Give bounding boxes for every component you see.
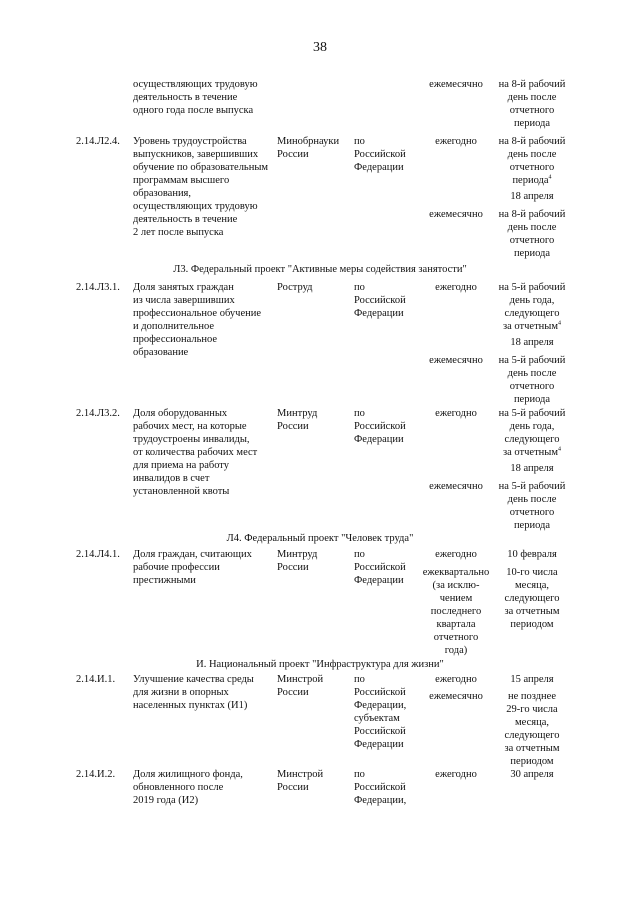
- footnote-mark: 4: [548, 174, 552, 181]
- deadline: день года,: [509, 295, 555, 306]
- deadline: периода: [513, 520, 551, 531]
- deadline: периодом: [510, 756, 554, 767]
- extra-deadline: 18 апреля: [510, 337, 554, 348]
- deadline: за отчетным: [504, 606, 560, 617]
- deadline: на 8-й рабочий: [498, 136, 566, 147]
- responsible: Минтруд: [277, 408, 318, 419]
- indicator-text: Доля занятых граждан: [133, 282, 234, 293]
- deadline: день года,: [509, 421, 555, 432]
- row-code: 2.14.Л2.4.: [76, 136, 120, 147]
- frequency: ежегодно: [435, 674, 477, 685]
- territory: Федерации: [354, 162, 404, 173]
- indicator-text: образование: [133, 347, 189, 358]
- frequency: ежегодно: [435, 282, 477, 293]
- indicator-text: Улучшение качества среды: [133, 674, 254, 685]
- row-code: 2.14.И.1.: [76, 674, 116, 685]
- indicator-text: для жизни в опорных: [133, 687, 229, 698]
- territory: Федерации: [354, 308, 404, 319]
- territory: Федерации: [354, 575, 404, 586]
- deadline: периода: [513, 248, 551, 259]
- indicator-text: деятельность в течение: [133, 214, 238, 225]
- deadline: на 5-й рабочий: [498, 355, 566, 366]
- territory: по: [354, 282, 365, 293]
- frequency: (за исклю-: [432, 580, 480, 591]
- deadline: следующего: [504, 434, 560, 445]
- frequency: чением: [439, 593, 473, 604]
- frequency: ежемесячно: [429, 79, 483, 90]
- deadline: периода: [512, 175, 549, 186]
- deadline: следующего: [504, 730, 560, 741]
- territory: Российской: [354, 562, 406, 573]
- deadline: за отчетным: [503, 447, 558, 458]
- extra-deadline: 18 апреля: [510, 463, 554, 474]
- indicator-text: рабочих мест, на которые: [133, 421, 247, 432]
- indicator-text: обучение по образовательным: [133, 162, 269, 173]
- row-code: 2.14.И.2.: [76, 769, 116, 780]
- frequency: ежегодно: [435, 136, 477, 147]
- territory: Российской: [354, 421, 406, 432]
- indicator-text: образования,: [133, 188, 192, 199]
- deadline: периода: [513, 118, 551, 129]
- indicator-text: и дополнительное: [133, 321, 214, 332]
- footnote-mark: 4: [557, 446, 561, 453]
- deadline: [492, 446, 572, 459]
- deadline: следующего: [504, 593, 560, 604]
- section-heading: И. Национальный проект "Инфраструктура для жизни": [196, 659, 444, 670]
- responsible: Роструд: [277, 282, 313, 293]
- indicator-text: Уровень трудоустройства: [133, 136, 247, 147]
- frequency: ежемесячно: [429, 481, 483, 492]
- indicator-text: одного года после выпуска: [133, 105, 254, 116]
- extra-deadline: 18 апреля: [510, 191, 554, 202]
- deadline: день после: [507, 222, 557, 233]
- deadline: на 8-й рабочий: [498, 79, 566, 90]
- deadline: следующего: [504, 308, 560, 319]
- footnote-mark: 4: [557, 320, 561, 327]
- frequency: последнего: [430, 606, 482, 617]
- territory: по: [354, 136, 365, 147]
- responsible: России: [277, 687, 309, 698]
- indicator-text: для приема на работу: [133, 460, 230, 471]
- frequency: года): [444, 645, 468, 656]
- territory: по: [354, 408, 365, 419]
- deadline: на 5-й рабочий: [498, 408, 566, 419]
- indicator-text: обновленного после: [133, 782, 224, 793]
- deadline: отчетного: [509, 381, 555, 392]
- frequency: ежемесячно: [429, 209, 483, 220]
- responsible: Минстрой: [277, 674, 324, 685]
- indicator-text: профессиональное обучение: [133, 308, 261, 319]
- territory: Российской: [354, 726, 406, 737]
- deadline: периода: [513, 394, 551, 405]
- territory: по: [354, 769, 365, 780]
- page-number: 38: [313, 40, 327, 55]
- indicator-text: установленной квоты: [133, 486, 230, 497]
- deadline: периодом: [510, 619, 554, 630]
- indicator-text: выпускников, завершивших: [133, 149, 259, 160]
- territory: Федерации: [354, 739, 404, 750]
- indicator-text: Доля граждан, считающих: [133, 549, 252, 560]
- indicator-text: программам высшего: [133, 175, 230, 186]
- deadline: 10-го числа: [506, 567, 558, 578]
- territory: Российской: [354, 782, 406, 793]
- territory: Федерации,: [354, 795, 407, 806]
- deadline: на 8-й рабочий: [498, 209, 566, 220]
- indicator-text: инвалидов в счет: [133, 473, 210, 484]
- territory: субъектам: [354, 713, 400, 724]
- territory: Российской: [354, 149, 406, 160]
- frequency: ежегодно: [435, 769, 477, 780]
- responsible: Минстрой: [277, 769, 324, 780]
- indicator-text: Доля оборудованных: [133, 408, 228, 419]
- indicator-text: из числа завершивших: [133, 295, 235, 306]
- territory: по: [354, 549, 365, 560]
- deadline: 10 февраля: [507, 549, 557, 560]
- responsible: России: [277, 149, 309, 160]
- section-heading: Л4. Федеральный проект "Человек труда": [226, 533, 414, 544]
- indicator-text: от количества рабочих мест: [133, 447, 258, 458]
- responsible: России: [277, 421, 309, 432]
- territory: Федерации,: [354, 700, 407, 711]
- indicator-text: профессиональное: [133, 334, 218, 345]
- indicator-text: рабочие профессии: [133, 562, 220, 573]
- responsible: Минобрнауки: [277, 136, 340, 147]
- indicator-text: Доля жилищного фонда,: [133, 769, 243, 780]
- territory: по: [354, 674, 365, 685]
- indicator-text: 2019 года (И2): [133, 795, 199, 806]
- territory: Российской: [354, 687, 406, 698]
- responsible: России: [277, 782, 309, 793]
- frequency: отчетного: [433, 632, 479, 643]
- deadline: на 5-й рабочий: [498, 282, 566, 293]
- frequency: ежеквартально: [422, 567, 490, 578]
- indicator-text: престижными: [133, 575, 196, 586]
- frequency: квартала: [436, 619, 476, 630]
- frequency: ежегодно: [435, 408, 477, 419]
- deadline: день после: [507, 92, 557, 103]
- row-code: 2.14.Л3.1.: [76, 282, 120, 293]
- deadline: 15 апреля: [510, 674, 554, 685]
- deadline: [492, 320, 572, 333]
- territory: Российской: [354, 295, 406, 306]
- indicator-text: трудоустроены инвалиды,: [133, 434, 250, 445]
- deadline: день после: [507, 494, 557, 505]
- indicator-text: деятельность в течение: [133, 92, 238, 103]
- deadline: 29-го числа: [506, 704, 558, 715]
- deadline: отчетного: [509, 105, 555, 116]
- frequency: ежегодно: [435, 549, 477, 560]
- responsible: России: [277, 562, 309, 573]
- deadline: отчетного: [509, 162, 555, 173]
- indicator-text: осуществляющих трудовую: [133, 201, 258, 212]
- section-heading: Л3. Федеральный проект "Активные меры содействия занятости": [173, 264, 467, 275]
- deadline: отчетного: [509, 235, 555, 246]
- deadline: 30 апреля: [510, 769, 554, 780]
- deadline: отчетного: [509, 507, 555, 518]
- deadline: за отчетным: [504, 743, 560, 754]
- deadline: месяца,: [515, 580, 549, 591]
- deadline: месяца,: [515, 717, 549, 728]
- deadline: день после: [507, 149, 557, 160]
- deadline: [492, 174, 572, 187]
- row-code: 2.14.Л3.2.: [76, 408, 120, 419]
- frequency: ежемесячно: [429, 355, 483, 366]
- responsible: Минтруд: [277, 549, 318, 560]
- indicator-text: населенных пунктах (И1): [133, 700, 248, 711]
- deadline: не позднее: [507, 691, 556, 702]
- frequency: ежемесячно: [429, 691, 483, 702]
- indicator-text: 2 лет после выпуска: [133, 227, 224, 238]
- row-code: 2.14.Л4.1.: [76, 549, 120, 560]
- indicator-text: осуществляющих трудовую: [133, 79, 258, 90]
- deadline: на 5-й рабочий: [498, 481, 566, 492]
- territory: Федерации: [354, 434, 404, 445]
- deadline: день после: [507, 368, 557, 379]
- deadline: за отчетным: [503, 321, 558, 332]
